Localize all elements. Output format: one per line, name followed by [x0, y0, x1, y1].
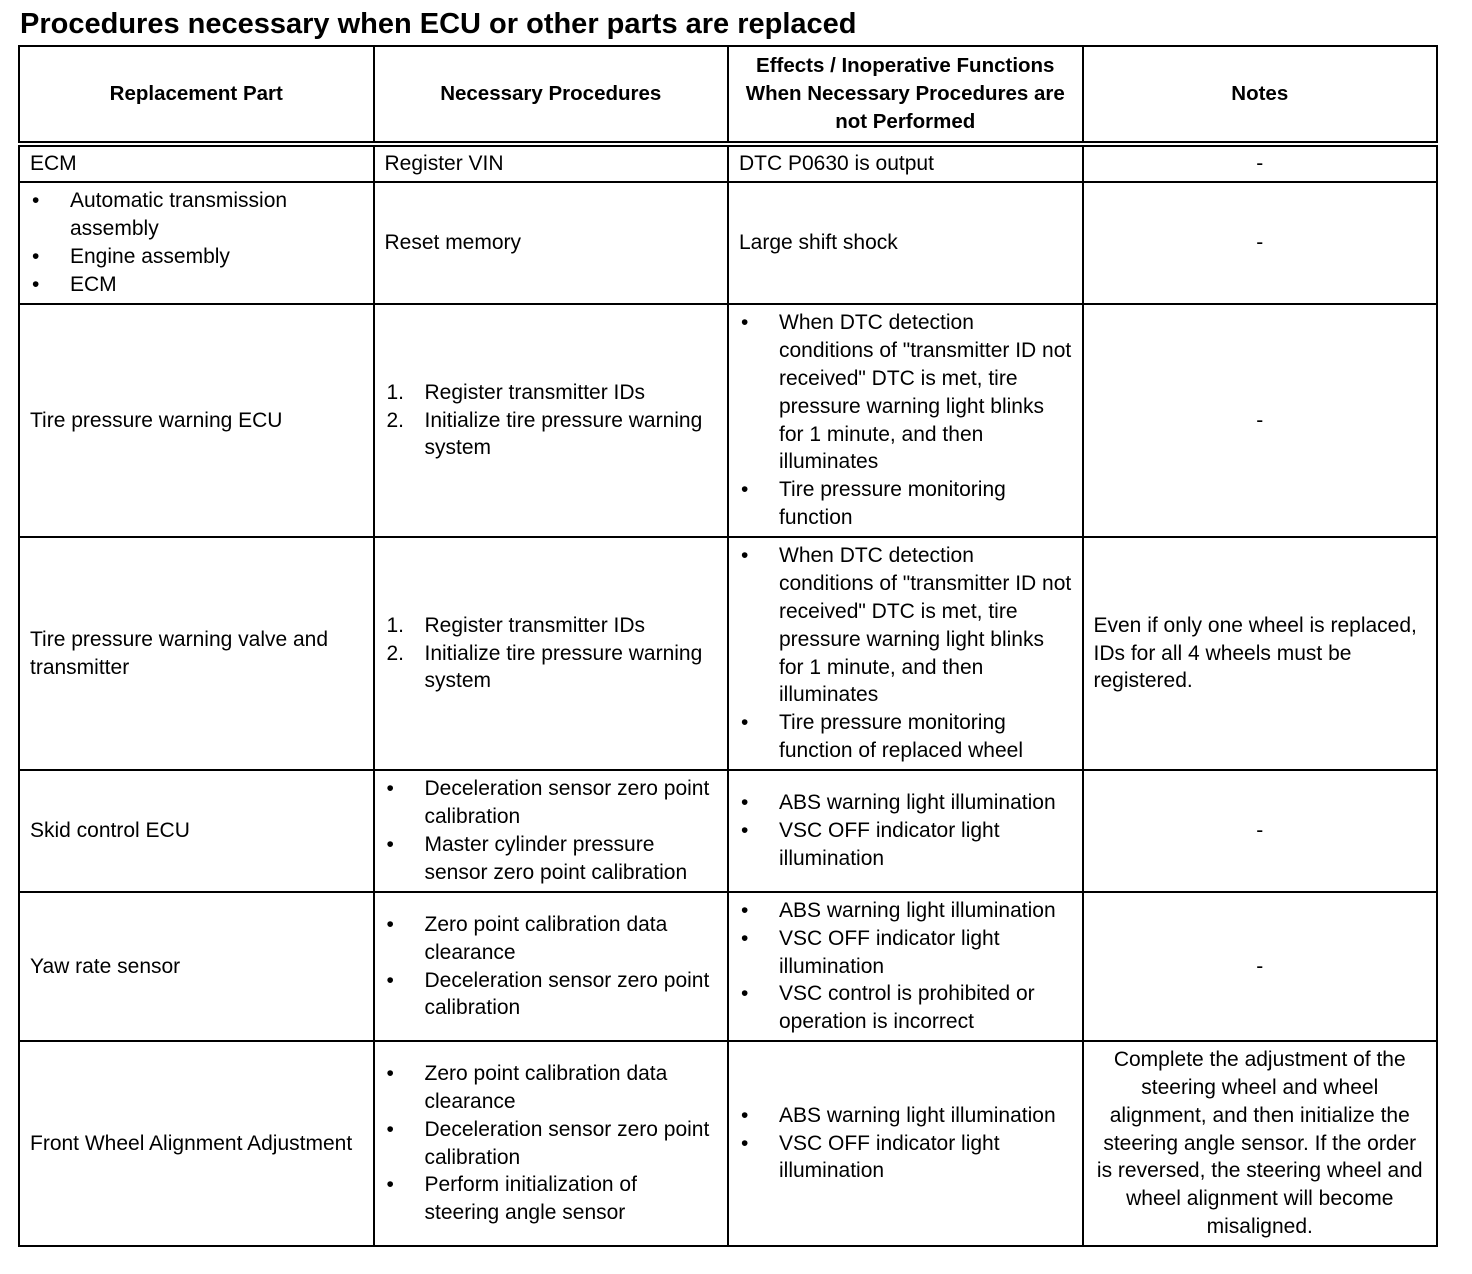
list-item: • VSC OFF indicator light illumination — [739, 925, 1072, 981]
part-cell: Tire pressure warning valve and transmitter — [19, 537, 374, 770]
list-item: • Deceleration sensor zero point calibration — [385, 775, 718, 831]
table-row — [19, 144, 1437, 182]
part-cell: Yaw rate sensor — [19, 892, 374, 1041]
notes-cell: Even if only one wheel is replaced, IDs for all 4 wheels must be registered. — [1083, 537, 1438, 770]
list-item — [385, 640, 718, 696]
list-item: • ECM — [30, 271, 363, 299]
procedure-cell: Reset memory — [374, 182, 729, 304]
list-item: • ABS warning light illumination — [739, 789, 1072, 817]
part-cell — [19, 182, 374, 304]
table-row — [19, 182, 1437, 304]
effect-list — [739, 309, 1072, 531]
list-number: 2. — [386, 408, 405, 432]
procedure-cell — [374, 892, 729, 1041]
list-item: • Automatic transmission assembly — [30, 187, 363, 243]
list-item: • Zero point calibration data clearance — [385, 911, 718, 967]
list-text: Initialize tire pressure warning system — [424, 408, 703, 460]
procedure-cell: Register VIN — [374, 144, 729, 182]
part-cell: Front Wheel Alignment Adjustment — [19, 1041, 374, 1246]
list-item: • VSC OFF indicator light illumination — [739, 817, 1072, 873]
effect-list — [739, 542, 1072, 764]
list-item: • Master cylinder pressure sensor zero point calibration — [385, 831, 718, 887]
list-item: • Perform initialization of steering angle sensor — [385, 1171, 718, 1227]
table-row — [19, 537, 1437, 770]
effect-cell — [728, 892, 1083, 1041]
notes-cell: - — [1083, 892, 1438, 1041]
list-text: Register transmitter IDs — [424, 380, 646, 404]
list-item: • Engine assembly — [30, 243, 363, 271]
procedure-cell — [374, 304, 729, 537]
notes-cell: - — [1083, 304, 1438, 537]
table-row — [19, 1041, 1437, 1246]
list-item: • VSC OFF indicator light illumination — [739, 1130, 1072, 1186]
effect-cell — [728, 1041, 1083, 1246]
list-number: 1. — [386, 613, 405, 637]
table-row — [19, 304, 1437, 537]
procedure-cell — [374, 537, 729, 770]
effect-cell — [728, 770, 1083, 892]
list-text: Initialize tire pressure warning system — [424, 641, 703, 693]
procedure-cell — [374, 1041, 729, 1246]
procedure-list — [385, 775, 718, 886]
notes-cell: - — [1083, 182, 1438, 304]
procedures-table — [18, 45, 1438, 1247]
list-item: • Zero point calibration data clearance — [385, 1060, 718, 1116]
list-item: • Tire pressure monitoring function — [739, 476, 1072, 532]
list-number: 1. — [386, 380, 405, 404]
part-cell: Skid control ECU — [19, 770, 374, 892]
list-item: • ABS warning light illumination — [739, 897, 1072, 925]
effect-cell: DTC P0630 is output — [728, 144, 1083, 182]
procedure-list — [385, 612, 718, 695]
table-header-row — [19, 46, 1437, 144]
table-row — [19, 892, 1437, 1041]
list-item: • When DTC detection conditions of "transmitter ID not received" DTC is met, tire pressure warning light blinks for 1 minute, and then illuminates — [739, 542, 1072, 709]
header-replacement-part: Replacement Part — [19, 46, 374, 144]
effect-cell — [728, 304, 1083, 537]
effect-cell — [728, 537, 1083, 770]
part-list — [30, 187, 363, 298]
part-cell: Tire pressure warning ECU — [19, 304, 374, 537]
header-notes: Notes — [1083, 46, 1438, 144]
procedure-list — [385, 379, 718, 462]
procedure-list — [385, 1060, 718, 1227]
part-cell: ECM — [19, 144, 374, 182]
procedure-cell — [374, 770, 729, 892]
header-effects: Effects / Inoperative Functions When Necessary Procedures are not Performed — [728, 46, 1083, 144]
list-item — [385, 379, 718, 407]
list-item: • ABS warning light illumination — [739, 1102, 1072, 1130]
list-text: Register transmitter IDs — [424, 613, 646, 637]
list-number: 2. — [386, 641, 405, 665]
notes-cell: - — [1083, 770, 1438, 892]
list-item: • VSC control is prohibited or operation is incorrect — [739, 980, 1072, 1036]
list-item: • Tire pressure monitoring function of replaced wheel — [739, 709, 1072, 765]
notes-cell: Complete the adjustment of the steering wheel and wheel alignment, and then initialize the steering angle sensor. If the order is reversed, the steering wheel and wheel alignment will become misaligned. — [1083, 1041, 1438, 1246]
list-item — [385, 407, 718, 463]
list-item: • Deceleration sensor zero point calibration — [385, 1116, 718, 1172]
list-item: • Deceleration sensor zero point calibration — [385, 967, 718, 1023]
effect-cell: Large shift shock — [728, 182, 1083, 304]
list-item — [385, 612, 718, 640]
effect-list — [739, 1102, 1072, 1185]
page-title: Procedures necessary when ECU or other parts are replaced — [20, 8, 857, 40]
procedure-list — [385, 911, 718, 1022]
table-row — [19, 770, 1437, 892]
header-necessary-procedures: Necessary Procedures — [374, 46, 729, 144]
effect-list — [739, 789, 1072, 872]
list-item: • When DTC detection conditions of "transmitter ID not received" DTC is met, tire pressure warning light blinks for 1 minute, and then illuminates — [739, 309, 1072, 476]
effect-list — [739, 897, 1072, 1036]
notes-cell: - — [1083, 144, 1438, 182]
